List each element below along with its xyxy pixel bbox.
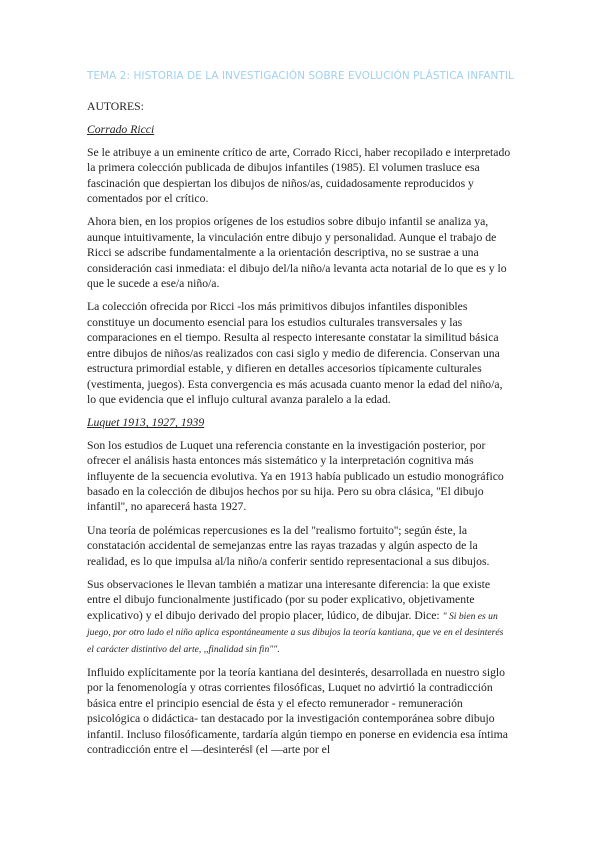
authors-label: AUTORES: (87, 100, 144, 113)
section-heading-ricci: Corrado Ricci (87, 123, 155, 137)
document-body (87, 99, 512, 765)
paragraph: Ahora bien, en los propios orígenes de los estudios sobre dibujo infantil se analiza ya, aunque intuitivamente, la vinculación entre dibujo y personalidad. Aunque el trabajo de Ricci se adscribe fundamentalmente a la orientación descriptiva, no se sustrae a una consideración casi inmediata: el dibujo del/la niño/a levanta acta notarial de lo que es y lo que le sucede a ese/a niño/a. (87, 215, 507, 291)
paragraph: Se le atribuye a un eminente crítico de arte, Corrado Ricci, haber recopilado e interpretado la primera colección publicada de dibujos infantiles (1985). El volumen trasluce esa fascinación que despiertan los dibujos de niños/as, cuidadosamente reproducidos y comentados por el crítico. (87, 145, 511, 206)
kant-quote: " Si bien es un juego, por otro lado el niño aplica espontáneamente a sus dibujos la teoría kantiana, que ve en el desinterés el carácter distintivo del arte, ,,finalidad sin fin"". (87, 610, 504, 655)
section-heading-luquet: Luquet 1913, 1927, 1939 (87, 416, 205, 430)
paragraph-with-quote (87, 577, 512, 657)
paragraph: Influido explícitamente por la teoría kantiana del desinterés, desarrollada en nuestro siglo por la fenomenología y otras corrientes filosóficas, Luquet no advirtió la contradicción básica entre el principio esencial de ésta y el efecto remunerador - remuneración psicológica o didáctica- tan destacado por la investigación contemporánea sobre dibujo infantil. Incluso filosóficamente, tardaría algún tiempo en ponerse en evidencia esa íntima contradicción entre el ―desinterés‖ (el ―arte por el (87, 666, 508, 757)
paragraph: Una teoría de polémicas repercusiones es la del ''realismo fortuito''; según éste, la constatación accidental de semejanzas entre las rayas trazadas y algún aspecto de la realidad, es lo que impulsa al/la niño/a conferir sentido representacional a sus dibujos. (87, 523, 490, 568)
document-title: TEMA 2: HISTORIA DE LA INVESTIGACIÓN SOBRE EVOLUCIÓN PLÁSTICA INFANTIL (87, 70, 514, 82)
paragraph: La colección ofrecida por Ricci -los más primitivos dibujos infantiles disponibles constituye un documento esencial para los estudios culturales transversales y las comparaciones en el tiempo. Resulta al respecto interesante constatar la similitud básica entre dibujos de niños/as realizados con casi siglo y medio de diferencia. Conservan una estructura primordial estable, y difieren en detalles accesorios típicamente culturales (vestimenta, juegos). Esta convergencia es más acusada cuanto menor la edad del niño/a, lo que evidencia que el influjo cultural avanza paralelo a la edad. (87, 300, 503, 406)
paragraph-text: Sus observaciones le llevan también a matizar una interesante diferencia: la que existe entre el dibujo funcionalmente justificado (por su poder explicativo, objetivamente explicativo) y el dibujo derivado del propio placer, lúdico, de dibujar. Dice: (87, 577, 491, 622)
paragraph: Son los estudios de Luquet una referencia constante en la investigación posterior, por ofrecer el análisis hasta entonces más sistemático y la interpretación cognitiva más influyente de la secuencia evolutiva. Ya en 1913 había publicado un estudio monográfico basado en la colección de dibujos hechos por su hija. Pero su obra clásica, ''El dibujo infantil'', no aparecerá hasta 1927. (87, 438, 504, 514)
